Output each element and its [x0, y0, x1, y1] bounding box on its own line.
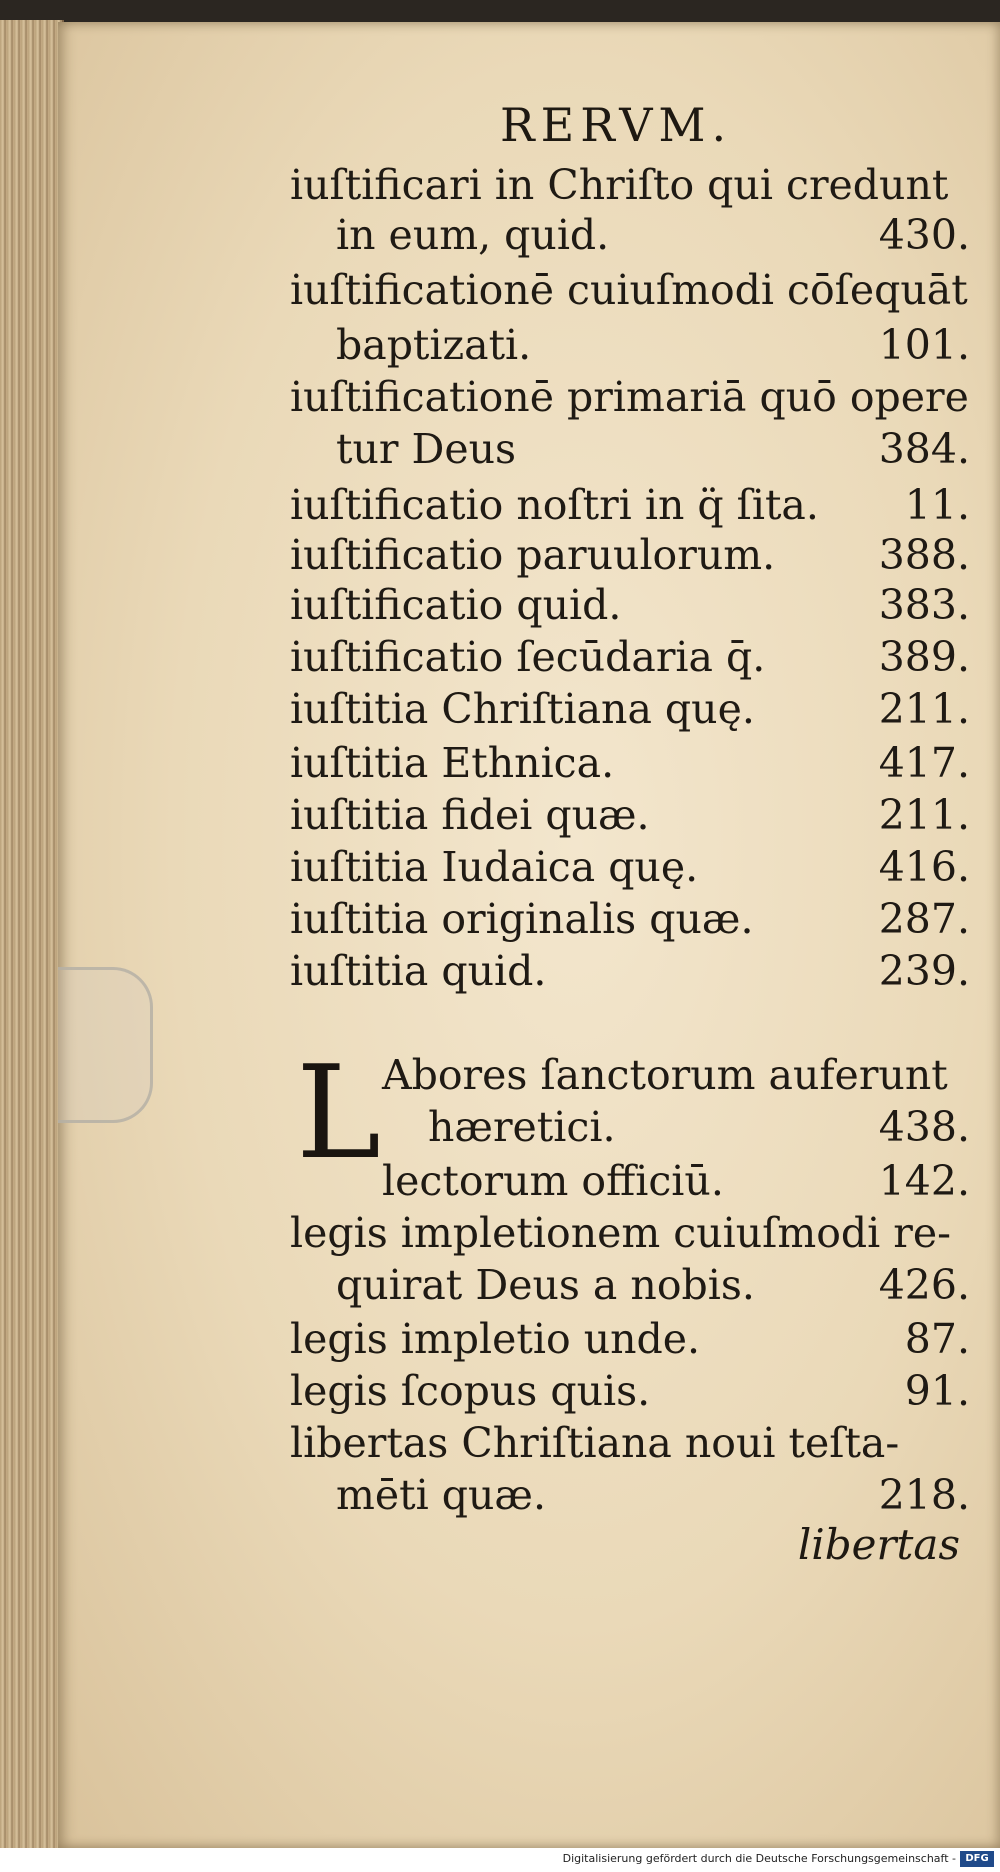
entry-page-number: 287.: [878, 895, 970, 943]
entry-text: legis ſcopus quis.: [290, 1367, 651, 1415]
index-entry: [290, 1470, 970, 1520]
entry-page-number: 384.: [878, 425, 970, 473]
page-clip: [58, 967, 153, 1123]
index-entry: [382, 1156, 970, 1206]
entry-text: Abores ſanctorum auferunt: [382, 1051, 948, 1099]
entry-page-number: 389.: [878, 633, 970, 681]
entry-text: iuſtitia quid.: [290, 947, 547, 995]
entry-page-number: 218.: [878, 1471, 970, 1519]
index-entry: [382, 1050, 970, 1100]
index-entry: [290, 480, 970, 530]
entry-text: legis impletionem cuiuſmodi re-: [290, 1209, 952, 1257]
entry-text: iuſtificatio ſecūdaria q̄.: [290, 633, 766, 681]
entry-page-number: 438.: [878, 1103, 970, 1151]
entry-text: tur Deus: [336, 425, 517, 473]
drop-cap-initial: L: [296, 1039, 381, 1188]
entry-text: baptizati.: [336, 321, 532, 369]
entry-page-number: 142.: [878, 1157, 970, 1205]
entry-page-number: 211.: [878, 685, 970, 733]
entry-page-number: 416.: [878, 843, 970, 891]
entry-text: libertas Chriſtiana noui teſta-: [290, 1419, 900, 1467]
index-entry: [382, 1102, 970, 1152]
index-entry: [290, 160, 970, 210]
index-entry: [290, 738, 970, 788]
entry-text: quirat Deus a nobis.: [336, 1261, 755, 1309]
index-entry: [290, 210, 970, 260]
index-entry: [290, 1366, 970, 1416]
index-entry: [290, 1208, 970, 1258]
index-entry: [290, 1418, 970, 1468]
entry-page-number: 388.: [878, 531, 970, 579]
entry-text: hæretici.: [428, 1103, 616, 1151]
entry-text: iuſtificationē cuiuſmodi cōſequāt: [290, 266, 968, 314]
entry-text: iuſtitia fidei quæ.: [290, 791, 650, 839]
index-entry: [290, 580, 970, 630]
entry-page-number: 417.: [878, 739, 970, 787]
entry-text: in eum, quid.: [336, 211, 610, 259]
entry-text: iuſtitia Ethnica.: [290, 739, 615, 787]
catchword: libertas: [797, 1520, 960, 1569]
index-entry: [290, 632, 970, 682]
dfg-logo: DFG: [960, 1851, 994, 1867]
index-entry: [290, 946, 970, 996]
index-entry: [290, 530, 970, 580]
entry-text: iuſtitia Iudaica quę.: [290, 843, 699, 891]
index-entry: [290, 894, 970, 944]
entry-page-number: 87.: [904, 1315, 970, 1363]
entry-text: iuſtificatio noſtri in q̈ ſita.: [290, 481, 819, 529]
entry-text: lectorum officiū.: [382, 1157, 724, 1205]
index-entry: [290, 424, 970, 474]
index-entry: [290, 1260, 970, 1310]
index-entry: [290, 265, 970, 315]
index-entry: [290, 1314, 970, 1364]
entry-text: iuſtificatio paruulorum.: [290, 531, 776, 579]
index-entry: [290, 372, 970, 422]
index-entry: [290, 790, 970, 840]
entry-page-number: 426.: [878, 1261, 970, 1309]
entry-page-number: 11.: [904, 481, 970, 529]
entry-text: iuſtificari in Chriſto qui credunt: [290, 161, 949, 209]
entry-text: iuſtitia originalis quæ.: [290, 895, 754, 943]
page-header: RERVM.: [500, 98, 733, 152]
entry-page-number: 430.: [878, 211, 970, 259]
entry-text: legis impletio unde.: [290, 1315, 701, 1363]
entry-text: iuſtificatio quid.: [290, 581, 622, 629]
entry-text: mēti quæ.: [336, 1471, 546, 1519]
index-entry: [290, 684, 970, 734]
funding-notice: Digitalisierung gefördert durch die Deutsche Forschungsgemeinschaft -: [562, 1852, 956, 1865]
entry-text: iuſtitia Chriſtiana quę.: [290, 685, 755, 733]
entry-text: iuſtificationē primariā quō opere: [290, 373, 969, 421]
entry-page-number: 239.: [878, 947, 970, 995]
book-page-edges: [0, 20, 64, 1850]
entry-page-number: 91.: [904, 1367, 970, 1415]
index-entry: [290, 842, 970, 892]
entry-page-number: 211.: [878, 791, 970, 839]
entry-page-number: 383.: [878, 581, 970, 629]
index-entry: [290, 320, 970, 370]
entry-page-number: 101.: [878, 321, 970, 369]
